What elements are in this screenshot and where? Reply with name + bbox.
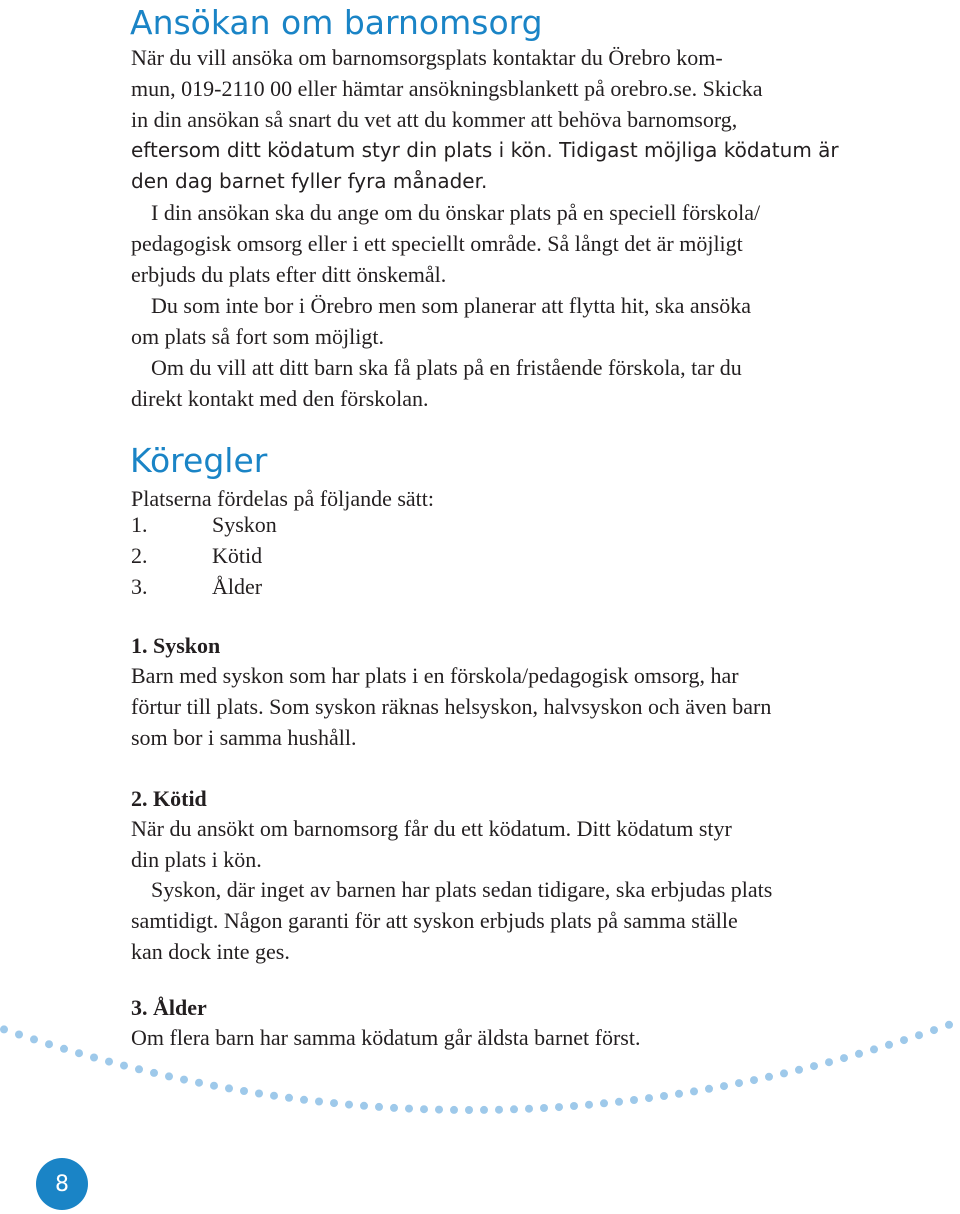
text-line: din plats i kön. [131,847,262,872]
text-line: Du som inte bor i Örebro men som planerar att flytta hit, ska ansöka [151,293,751,318]
wave-dot [615,1098,623,1106]
page-number: 8 [55,1171,69,1197]
wave-dot [525,1105,533,1113]
dotted-wave-decoration [0,1010,960,1160]
page-number-badge [36,1158,88,1210]
list-item [131,571,277,602]
wave-dot [405,1105,413,1113]
wave-dot [735,1079,743,1087]
wave-dot [840,1054,848,1062]
text-line: förtur till plats. Som syskon räknas helsyskon, halvsyskon och även barn [131,694,772,719]
wave-dot [420,1105,428,1113]
text-line: in din ansökan så snart du vet att du kommer att behöva barnomsorg, [131,107,738,132]
wave-dot [540,1104,548,1112]
text-line: den dag barnet fyller fyra månader. [131,169,488,193]
list-label: Syskon [212,512,277,537]
wave-dot [180,1076,188,1084]
text-line: I din ansökan ska du ange om du önskar plats på en speciell förskola/ [151,200,761,225]
list-number: 3. [131,574,148,599]
text-line: mun, 019-2110 00 eller hämtar ansökningsblankett på orebro.se. Skicka [131,76,763,101]
paragraph-kotid-siblings [131,874,831,967]
list-label: Kötid [212,543,263,568]
wave-dot [930,1026,938,1034]
wave-dot [315,1098,323,1106]
wave-dot [750,1076,758,1084]
text-line: När du vill ansöka om barnomsorgsplats kontaktar du Örebro kom- [131,45,723,70]
wave-dot [75,1049,83,1057]
wave-dot [225,1084,233,1092]
wave-dot [45,1040,53,1048]
section-title-ansokan: Ansökan om barnomsorg [130,3,543,42]
paragraph-how-to-apply [131,42,839,197]
wave-dot [270,1092,278,1100]
text-line: som bor i samma hushåll. [131,725,357,750]
paragraph-preferences [131,197,831,290]
text-line: samtidigt. Någon garanti för att syskon erbjuds plats på samma ställe [131,908,738,933]
wave-dot [0,1025,8,1033]
subheading-kotid: 2. Kötid [131,786,207,811]
wave-dot [375,1103,383,1111]
wave-dot [300,1096,308,1104]
text-line: kan dock inte ges. [131,939,290,964]
list-number: 2. [131,543,148,568]
priority-list [131,509,277,602]
wave-dot [120,1062,128,1070]
wave-dot [600,1099,608,1107]
wave-dot [465,1106,473,1114]
wave-dot [870,1045,878,1053]
wave-dot [705,1085,713,1093]
wave-dot [900,1036,908,1044]
wave-dot [645,1094,653,1102]
wave-dot [675,1090,683,1098]
wave-dot [885,1041,893,1049]
wave-dot [435,1106,443,1114]
text-line: Barn med syskon som har plats i en förskola/pedagogisk omsorg, har [131,663,739,688]
wave-dot [555,1103,563,1111]
wave-dot [690,1087,698,1095]
list-item [131,540,277,571]
text-line: Om du vill att ditt barn ska få plats på en fristående förskola, tar du [151,355,742,380]
wave-dot [330,1099,338,1107]
text-line: Platserna fördelas på följande sätt: [131,486,435,511]
wave-dot [15,1031,23,1039]
wave-dot [285,1094,293,1102]
wave-dot [105,1058,113,1066]
wave-dot [945,1021,953,1029]
wave-dot [450,1106,458,1114]
wave-dot [30,1035,38,1043]
wave-dot [210,1082,218,1090]
list-item [131,509,277,540]
wave-dot [825,1058,833,1066]
wave-dot [795,1066,803,1074]
text-line: erbjuds du plats efter ditt önskemål. [131,262,447,287]
wave-dot [630,1096,638,1104]
wave-dot [720,1082,728,1090]
text-line: Syskon, där inget av barnen har plats sedan tidigare, ska erbjudas plats [151,877,773,902]
wave-dot [195,1079,203,1087]
wave-dot [915,1031,923,1039]
text-line: om plats så fort som möjligt. [131,324,384,349]
wave-dot [135,1065,143,1073]
wave-dot [780,1069,788,1077]
wave-dot [765,1073,773,1081]
subheading-syskon: 1. Syskon [131,633,221,658]
subheading-alder: 3. Ålder [131,995,207,1020]
wave-dot [60,1045,68,1053]
wave-dot [510,1105,518,1113]
wave-dot [345,1101,353,1109]
paragraph-independent-preschool [131,352,831,414]
wave-dot [495,1106,503,1114]
list-label: Ålder [212,574,263,599]
text-line: pedagogisk omsorg eller i ett speciellt område. Så långt det är möjligt [131,231,743,256]
wave-dot [390,1104,398,1112]
wave-dot [480,1106,488,1114]
section-title-koregler: Köregler [130,441,268,480]
wave-dot [855,1050,863,1058]
wave-dot [165,1072,173,1080]
paragraph-syskon [131,660,831,753]
text-line: När du ansökt om barnomsorg får du ett ködatum. Ditt ködatum styr [131,816,732,841]
list-number: 1. [131,512,148,537]
wave-dot [660,1092,668,1100]
wave-dot [570,1102,578,1110]
wave-dot [810,1062,818,1070]
wave-dot [255,1090,263,1098]
wave-dot [360,1102,368,1110]
paragraph-kotid [131,813,831,875]
wave-dot [585,1101,593,1109]
wave-dot [240,1087,248,1095]
wave-dot [150,1069,158,1077]
text-line: Om flera barn har samma ködatum går äldsta barnet först. [131,1025,641,1050]
text-line: eftersom ditt ködatum styr din plats i kön. Tidigast möjliga ködatum är [131,138,839,162]
paragraph-moving [131,290,831,352]
text-line: direkt kontakt med den förskolan. [131,386,429,411]
wave-dot [90,1054,98,1062]
